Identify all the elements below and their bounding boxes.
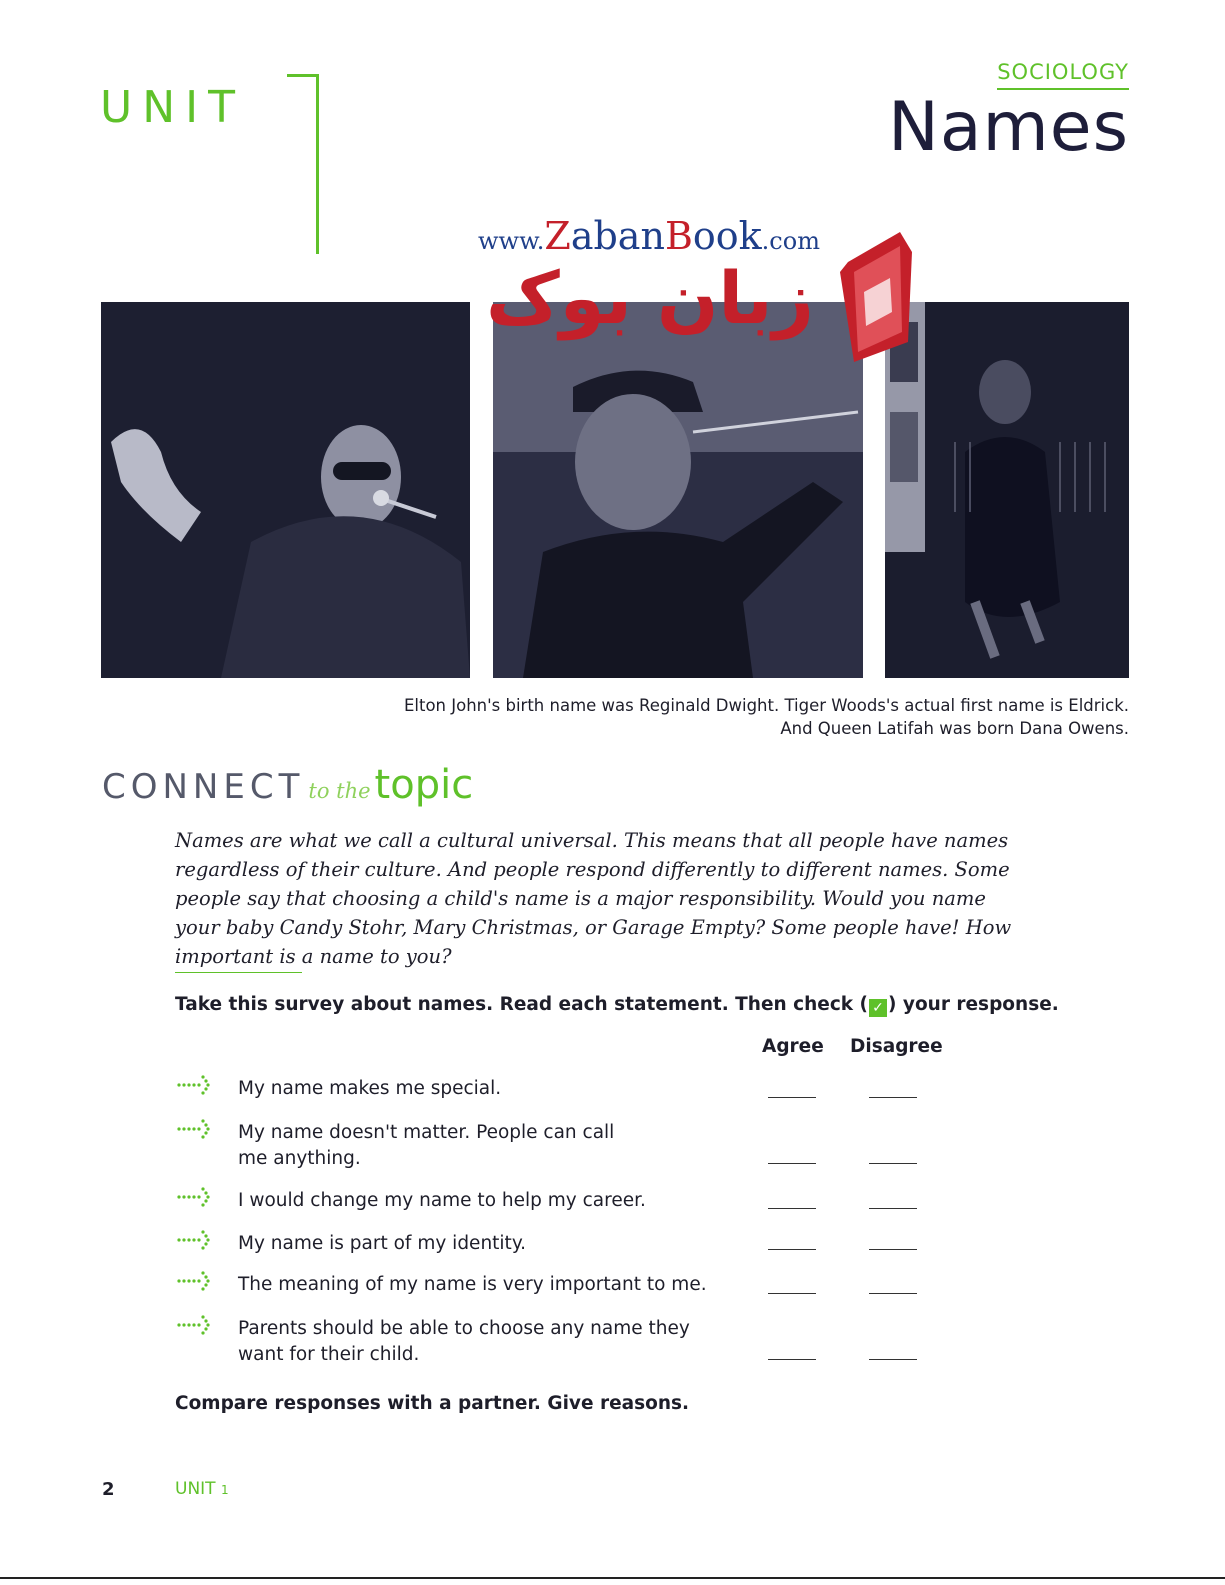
disagree-blank-4[interactable] — [869, 1249, 917, 1250]
statement-2: My name doesn't matter. People can call me anything. — [238, 1122, 615, 1169]
agree-blank-5[interactable] — [768, 1293, 816, 1294]
dotted-arrow-icon — [176, 1184, 212, 1210]
dotted-arrow-icon — [176, 1072, 212, 1098]
caption-line-1: Elton John's birth name was Reginald Dwight. Tiger Woods's actual first name is Eldrick. — [403, 696, 1129, 715]
disagree-blank-1[interactable] — [869, 1097, 917, 1098]
disagree-blank-3[interactable] — [869, 1208, 917, 1209]
intro-underline — [175, 972, 302, 973]
survey-instructions: Take this survey about names. Read each statement. Then check ( ✓ ) your response. — [175, 994, 1059, 1016]
statement-5: The meaning of my name is very important to me. — [238, 1274, 707, 1295]
disagree-blank-5[interactable] — [869, 1293, 917, 1294]
dotted-arrow-icon — [176, 1312, 212, 1338]
watermark-url: www.ZabanBook.com — [478, 214, 820, 258]
statement-3: I would change my name to help my career. — [238, 1190, 646, 1211]
photo-caption — [329, 694, 1129, 740]
caption-line-2: And Queen Latifah was born Dana Owens. — [780, 719, 1129, 738]
watermark-book-icon — [840, 232, 912, 362]
agree-blank-6[interactable] — [768, 1359, 816, 1360]
intro-paragraph: Names are what we call a cultural universal. This means that all people have names regardless of their culture. And people respond differently to different names. Some people say that choosing a child's name is a major responsibility. Would you name your baby Candy Stohr, Mary Christmas, or Garage Empty? Some people have! How important is a name to you? — [175, 829, 1012, 968]
disagree-column-header: Disagree — [850, 1036, 943, 1057]
page-number: 2 — [102, 1479, 115, 1500]
heading-word-connect: CONNECT — [102, 767, 305, 807]
statement-6: Parents should be able to choose any name they want for their child. — [238, 1318, 690, 1365]
subject-label: SOCIOLOGY — [997, 60, 1129, 90]
agree-blank-4[interactable] — [768, 1249, 816, 1250]
agree-blank-2[interactable] — [768, 1163, 816, 1164]
dotted-arrow-icon — [176, 1227, 212, 1253]
unit-number-bracket — [287, 74, 319, 254]
statement-4: My name is part of my identity. — [238, 1233, 527, 1254]
compare-instruction: Compare responses with a partner. Give reasons. — [175, 1393, 690, 1414]
photo-tiger-woods — [493, 302, 863, 678]
photo-queen-latifah — [885, 302, 1129, 678]
footer-unit-label: UNIT 1 — [175, 1479, 229, 1499]
watermark-logo-text: زبان بوک — [486, 256, 814, 340]
disagree-blank-2[interactable] — [869, 1163, 917, 1164]
unit-label: UNIT — [100, 82, 245, 133]
page-title: Names — [887, 88, 1129, 167]
heading-word-to-the: to the — [308, 779, 371, 803]
statement-1: My name makes me special. — [238, 1078, 502, 1099]
agree-blank-1[interactable] — [768, 1097, 816, 1098]
disagree-blank-6[interactable] — [869, 1359, 917, 1360]
dotted-arrow-icon — [176, 1268, 212, 1294]
checkmark-icon: ✓ — [869, 999, 887, 1017]
photo-elton-john — [101, 302, 470, 678]
section-heading-connect — [102, 762, 473, 808]
dotted-arrow-icon — [176, 1116, 212, 1142]
agree-column-header: Agree — [762, 1036, 824, 1057]
agree-blank-3[interactable] — [768, 1208, 816, 1209]
heading-word-topic: topic — [374, 762, 474, 808]
bottom-rule — [0, 1577, 1225, 1579]
